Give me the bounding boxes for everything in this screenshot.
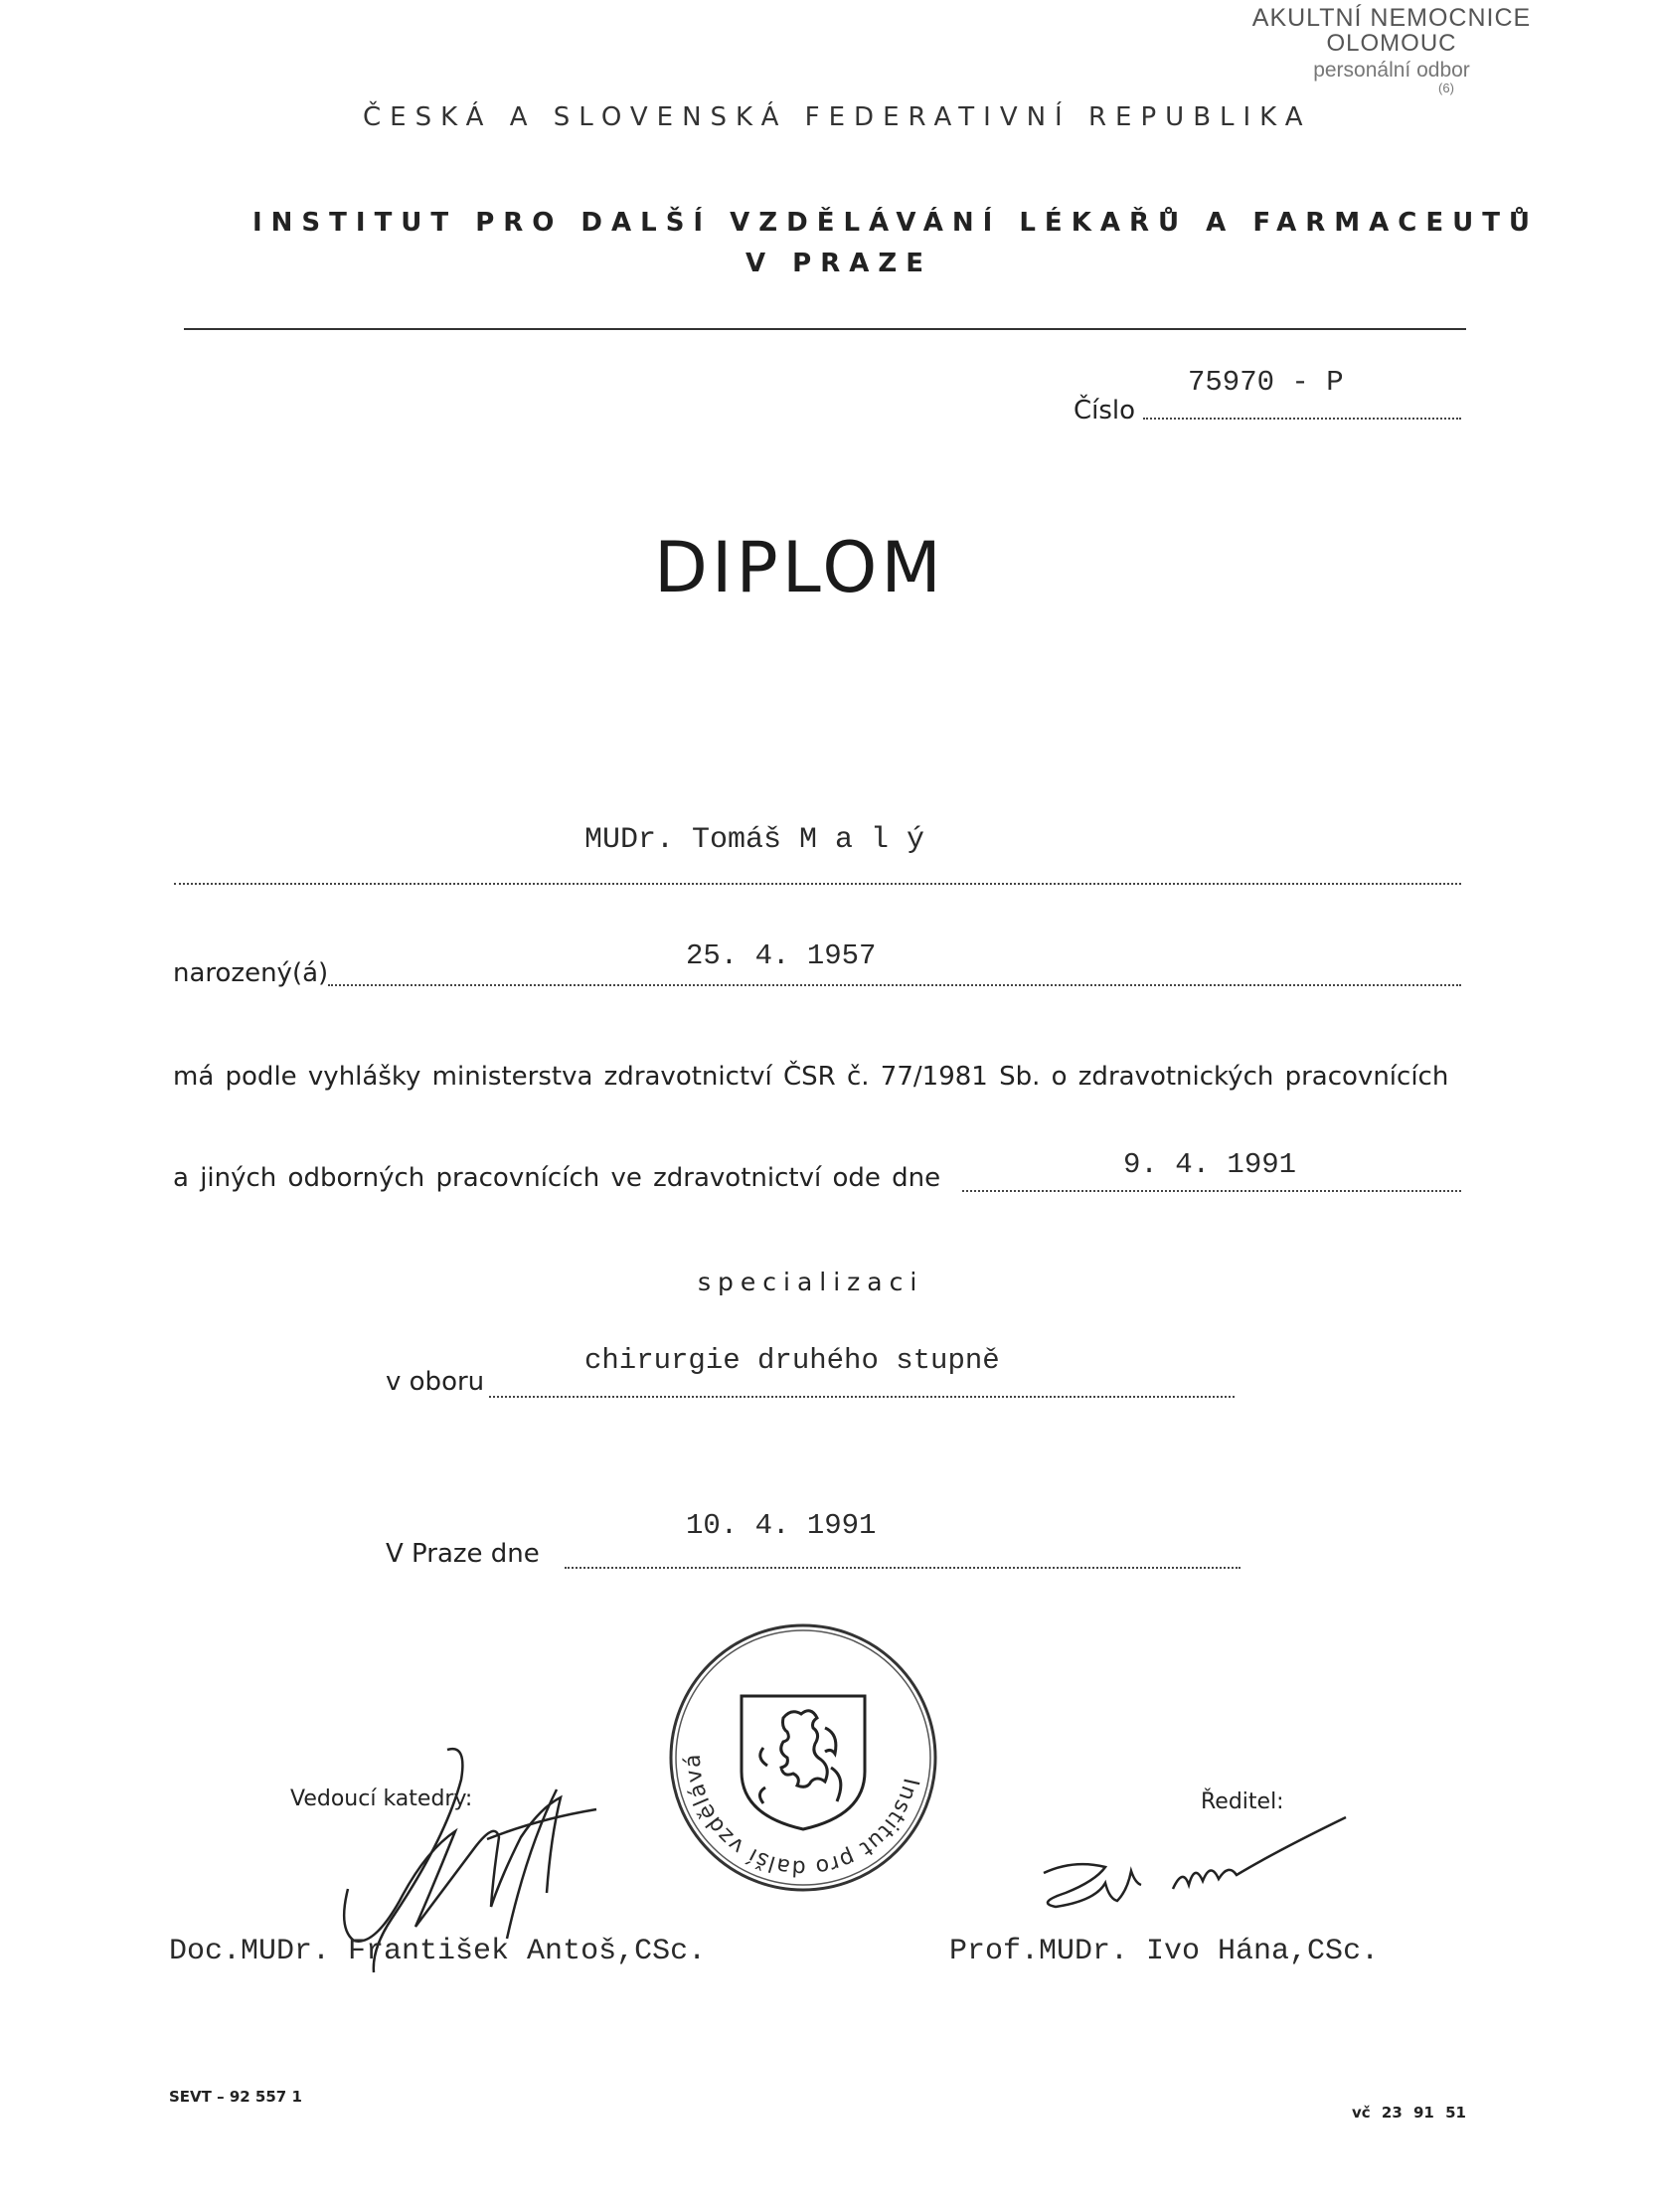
effective-date: 9. 4. 1991 xyxy=(1123,1148,1297,1181)
institute-seal xyxy=(652,1600,942,1897)
number-label: Číslo xyxy=(1074,396,1136,425)
footer-print-code: SEVT – 92 557 1 xyxy=(169,2088,302,2106)
header-rule xyxy=(184,328,1466,330)
institute-header: INSTITUT PRO DALŠÍ VZDĚLÁVÁNÍ LÉKAŘŮ A FARMACEUTŮ xyxy=(252,208,1540,238)
body-line-2: a jiných odborných pracovnících ve zdravotnictví ode dne xyxy=(173,1163,941,1193)
effective-date-dotted-line xyxy=(962,1190,1461,1192)
hospital-stamp-line2: OLOMOUC xyxy=(1326,30,1457,57)
hospital-stamp xyxy=(1242,4,1541,95)
diploma-title: DIPLOM xyxy=(654,527,945,608)
name-dotted-line xyxy=(174,883,1461,885)
right-handwritten-signature xyxy=(1034,1829,1362,1929)
right-signature-label: Ředitel: xyxy=(1201,1789,1284,1814)
holder-name: MUDr. Tomáš M a l ý xyxy=(584,823,925,857)
right-signatory-name: Prof.MUDr. Ivo Hána,CSc. xyxy=(949,1935,1380,1968)
birth-date: 25. 4. 1957 xyxy=(686,939,877,972)
number-dotted-line xyxy=(1143,418,1461,420)
left-signatory-name: Doc.MUDr. František Antoš,CSc. xyxy=(169,1935,707,1968)
left-signature-label: Vedoucí katedry: xyxy=(290,1787,473,1811)
hospital-stamp-line1: AKULTNÍ NEMOCNICE xyxy=(1251,4,1532,32)
issue-date: 10. 4. 1991 xyxy=(686,1509,877,1542)
issue-date-dotted-line xyxy=(565,1567,1240,1569)
birth-dotted-line xyxy=(328,984,1461,986)
body-line-1: má podle vyhlášky ministerstva zdravotnictví ČSR č. 77/1981 Sb. o zdravotnických pracovnících xyxy=(173,1062,1449,1092)
field-value: chirurgie druhého stupně xyxy=(584,1344,1000,1377)
field-dotted-line xyxy=(489,1396,1235,1398)
field-label: v oboru xyxy=(386,1367,485,1397)
institute-city: V PRAZE xyxy=(745,249,932,278)
lion-shield-icon xyxy=(742,1696,865,1829)
place-label: V Praze dne xyxy=(386,1539,540,1569)
specialization-label: specializaci xyxy=(698,1268,924,1296)
hospital-stamp-line4: (6) xyxy=(1438,81,1454,95)
seal-text: Institut pro další vzdělávání lékařů a farmaceutů v Praze - * - xyxy=(652,1600,923,1881)
footer-item-number: vč 23 91 51 xyxy=(1352,2104,1466,2122)
number-value: 75970 - P xyxy=(1188,366,1344,399)
hospital-stamp-line3: personální odbor xyxy=(1313,59,1470,82)
republic-header: ČESKÁ A SLOVENSKÁ FEDERATIVNÍ REPUBLIKA xyxy=(363,102,1312,132)
birth-label: narozený(á) xyxy=(173,958,329,988)
